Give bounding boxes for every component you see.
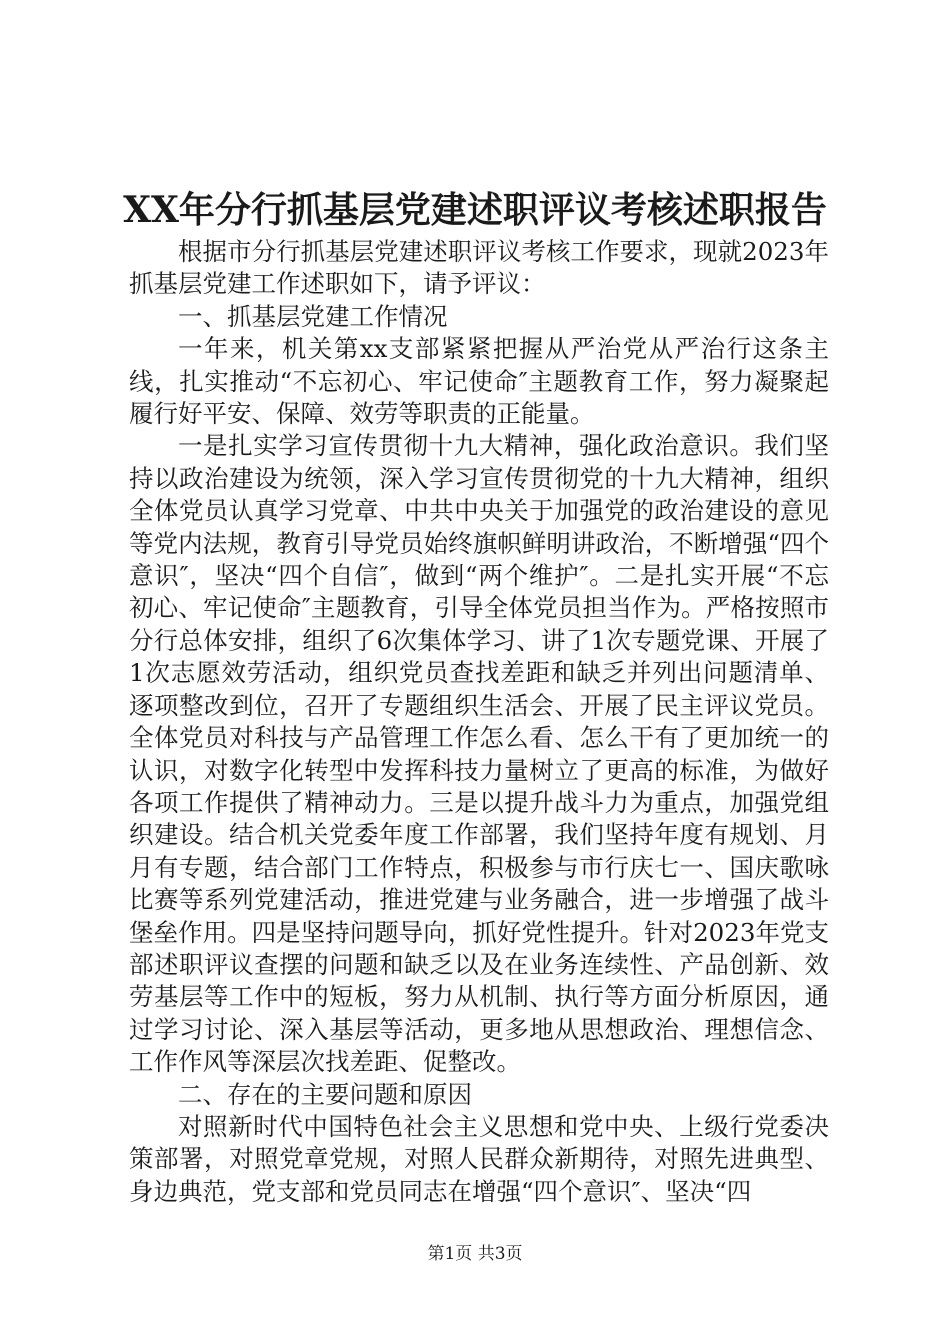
document-body (129, 236, 829, 1208)
paragraph-problems: 对照新时代中国特色社会主义思想和党中央、上级行党委决策部署，对照党章党规，对照人民群众新期待，对照先进典型、身边典范，党支部和党员同志在增强“四个意识″、坚决“四 (129, 1111, 829, 1206)
paragraph-intro: 根据市分行抓基层党建述职评议考核工作要求，现就2023年抓基层党建工作述职如下，请予评议： (129, 237, 829, 299)
section-heading-1: 一、抓基层党建工作情况 (178, 301, 448, 331)
page-number-footer: 第1页 共3页 (427, 1244, 523, 1264)
paragraph-details: 一是扎实学习宣传贯彻十九大精神，强化政治意识。我们坚持以政治建设为统领，深入学习宣传贯彻党的十九大精神，组织全体党员认真学习党章、中共中央关于加强党的政治建设的意见等党内法规，教育引导党员始终旗帜鲜明讲政治，不断增强“四个意识″，坚决“四个自信″，做到“两个维护″。二是扎实开展“不忘初心、牢记使命″主题教育，引导全体党员担当作为。严格按照市分行总体安排，组织了6次集体学习、讲了1次专题党课、开展了1次志愿效劳活动，组织党员查找差距和缺乏并列出问题清单、逐项整改到位，召开了专题组织生活会、开展了民主评议党员。全体党员对科技与产品管理工作怎么看、怎么干有了更加统一的认识，对数字化转型中发挥科技力量树立了更高的标准，为做好各项工作提供了精神动力。三是以提升战斗力为重点，加强党组织建设。结合机关党委年度工作部署，我们坚持年度有规划、月月有专题，结合部门工作特点，积极参与市行庆七一、国庆歌咏比赛等系列党建活动，推进党建与业务融合，进一步增强了战斗堡垒作用。四是坚持问题导向，抓好党性提升。针对2023年党支部述职评议查摆的问题和缺乏以及在业务连续性、产品创新、效劳基层等工作中的短板，努力从机制、执行等方面分析原因，通过学习讨论、深入基层等活动，更多地从思想政治、理想信念、工作作风等深层次找差距、促整改。 (129, 431, 829, 1077)
document-title: XX年分行抓基层党建述职评议考核述职报告 (123, 189, 827, 231)
paragraph-summary: 一年来，机关第xx支部紧紧把握从严治党从严治行这条主线，扎实推动“不忘初心、牢记使命″主题教育工作，努力凝聚起履行好平安、保障、效劳等职责的正能量。 (129, 334, 829, 429)
section-heading-2: 二、存在的主要问题和原因 (178, 1079, 472, 1109)
